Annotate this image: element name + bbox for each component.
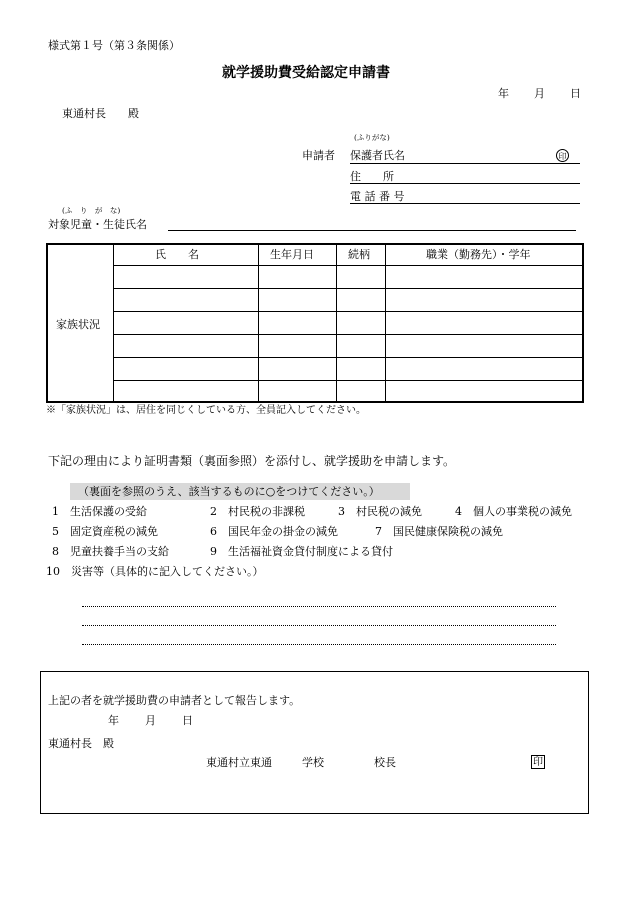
family-table-row-line: [113, 311, 583, 312]
family-table-col-divider: [336, 244, 337, 402]
report-date-year-label: 年: [108, 714, 119, 727]
reason-item-9[interactable]: 9 生活福祉資金貸付制度による貸付: [210, 545, 393, 558]
report-statement: 上記の者を就学援助費の申請者として報告します。: [48, 694, 301, 707]
reason-item-4[interactable]: 4 個人の事業税の減免: [455, 505, 572, 518]
report-date-month-label: 月: [145, 714, 156, 727]
applicant-seal-icon: 印: [556, 149, 569, 162]
family-table-row-line: [113, 334, 583, 335]
reason-item-1[interactable]: 1 生活保護の受給: [52, 505, 147, 518]
reason-instruction: （裏面を参照のうえ、該当するものに○をつけてください。）: [70, 483, 410, 500]
reason-item-7[interactable]: 7 国民健康保険税の減免: [375, 525, 503, 538]
report-principal-label: 校長: [374, 756, 396, 769]
col-header-relation: 続柄: [348, 248, 370, 261]
student-name-field[interactable]: [168, 230, 576, 231]
applicant-label: 申請者: [302, 149, 335, 162]
principal-seal-icon: 印: [533, 757, 543, 768]
student-furigana-label: (ふ り が な): [62, 206, 121, 215]
reason-item-3[interactable]: 3 村民税の減免: [338, 505, 422, 518]
reason-item-10[interactable]: 10 災害等（具体的に記入してください。）: [46, 565, 264, 578]
family-table-row-line: [113, 357, 583, 358]
details-line-1[interactable]: [82, 606, 556, 607]
reason-item-5[interactable]: 5 固定資産税の減免: [52, 525, 158, 538]
report-school-suffix: 学校: [302, 756, 324, 769]
details-line-3[interactable]: [82, 644, 556, 645]
guardian-name-field[interactable]: [350, 163, 580, 164]
addressee: 東通村長 殿: [62, 107, 139, 120]
family-table-col-divider: [385, 244, 386, 402]
page-title: 就学援助費受給認定申請書: [222, 65, 390, 81]
report-box: [40, 671, 589, 814]
report-school-name: 東通村立東通: [206, 756, 272, 769]
phone-label: 電 話 番 号: [350, 190, 405, 203]
reason-item-8[interactable]: 8 児童扶養手当の支給: [52, 545, 169, 558]
report-date-day-label: 日: [182, 714, 193, 727]
family-table-row-line: [113, 288, 583, 289]
family-table-col-divider: [258, 244, 259, 402]
col-header-name: 氏 名: [155, 248, 199, 261]
applicant-furigana-label: (ふりがな): [354, 133, 390, 142]
form-number: 様式第１号（第３条関係）: [48, 39, 180, 52]
date-year-label: 年: [498, 87, 509, 100]
reason-item-6[interactable]: 6 国民年金の掛金の減免: [210, 525, 338, 538]
family-table-row-line: [113, 380, 583, 381]
report-addressee: 東通村長 殿: [48, 737, 114, 750]
guardian-name-label: 保護者氏名: [350, 149, 405, 162]
details-line-2[interactable]: [82, 625, 556, 626]
reason-intro: 下記の理由により証明書類（裏面参照）を添付し、就学援助を申請します。: [48, 454, 456, 468]
col-header-birthdate: 生年月日: [270, 248, 314, 261]
col-header-occupation: 職業（勤務先）・学年: [426, 248, 531, 261]
date-day-label: 日: [570, 87, 581, 100]
address-field[interactable]: [350, 183, 580, 184]
family-table-note: ※「家族状況」は、居住を同じくしている方、全員記入してください。: [46, 405, 366, 416]
family-table-row-line: [113, 265, 583, 266]
phone-field[interactable]: [350, 203, 580, 204]
family-status-label: 家族状況: [56, 318, 100, 331]
address-label: 住 所: [350, 170, 394, 183]
student-name-label: 対象児童・生徒氏名: [48, 218, 147, 231]
date-month-label: 月: [534, 87, 545, 100]
family-table: [46, 243, 584, 403]
family-table-divider: [113, 244, 114, 402]
reason-item-2[interactable]: 2 村民税の非課税: [210, 505, 305, 518]
